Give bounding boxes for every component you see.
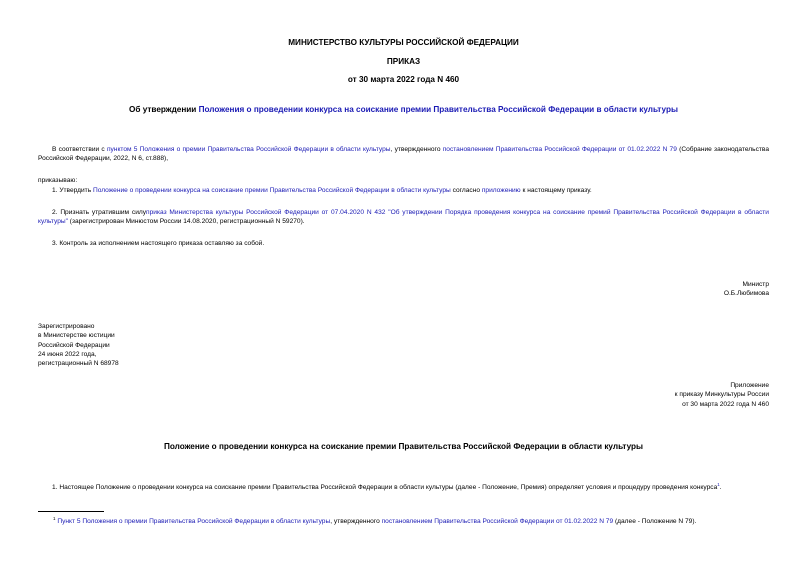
footnote-link-resolution[interactable]: постановлением Правительства Российской Федерации от 01.02.2022 N 79 [381, 518, 614, 526]
order-title [38, 104, 769, 116]
registration-line: 24 июня 2022 года, [38, 351, 97, 359]
item1-text-3: к настоящему приказу. [520, 187, 592, 194]
regulation-p1-text: 1. Настоящее Положение о проведении конкурса на соискание премии Правительства Российской Федерации в области культуры (далее - Положение, Премия) определяет условия и процедуру проведения конкурса [52, 484, 718, 492]
signature-title: Министр [742, 281, 769, 288]
item1-link-regulation[interactable]: Положение о проведении конкурса на соискание премии Правительства Российской Федерации в области культуры [92, 187, 451, 194]
order-title-prefix: Об утверждении [129, 105, 199, 114]
preamble-text-1: В соответствии с [52, 146, 107, 153]
appendix-line: к приказу Минкультуры России [674, 391, 769, 399]
regulation-heading: Положение о проведении конкурса на соискание премии Правительства Российской Федерации в области культуры [163, 442, 644, 451]
regulation-p1-end: . [719, 484, 722, 492]
signature-name: О.Б.Любимова [723, 290, 769, 298]
appendix-line: Приложение [730, 382, 769, 389]
item-2 [38, 208, 769, 227]
footnote-link-point5[interactable]: Пункт 5 Положения о премии Правительства Российской Федерации в области культуры [57, 518, 331, 526]
registration-block [38, 322, 119, 369]
ministry-heading: МИНИСТЕРСТВО КУЛЬТУРЫ РОССИЙСКОЙ ФЕДЕРАЦИИ [288, 38, 519, 47]
item-1 [38, 186, 769, 195]
registration-line: в Министерстве юстиции [38, 332, 115, 340]
preamble-text-3: (Собрание законодательства Российской Федерации, 2022, N 6, ст.888), [38, 146, 769, 163]
preamble-paragraph [38, 145, 769, 164]
registration-line: Российской Федерации [38, 341, 110, 349]
footnote-text-2: (далее - Положение N 79). [613, 518, 697, 526]
item-3: 3. Контроль за исполнением настоящего приказа оставляю за собой. [52, 240, 265, 247]
item1-link-appendix[interactable]: приложению [481, 187, 521, 194]
preamble-text-2: , утвержденного [390, 146, 443, 153]
footnote [53, 516, 769, 527]
footnote-ref-link[interactable]: 1 [717, 482, 720, 487]
item2-text-2: (зарегистрирован Минюстом России 14.08.2020, регистрационный N 59270). [67, 218, 305, 226]
regulation-title-link[interactable]: Положения о проведении конкурса на соискание премии Правительства Российской Федерации в области культуры [198, 105, 678, 114]
preamble-link-point5[interactable]: пунктом 5 Положения о премии Правительства Российской Федерации в области культуры [106, 146, 391, 153]
signature-block [724, 280, 769, 299]
item1-text-2: согласно [450, 187, 482, 194]
item2-text-1: 2. Признать утратившим силу [52, 209, 147, 216]
orders-word: приказываю: [38, 177, 78, 184]
item2-link-order[interactable]: приказ Министерства культуры Российской Федерации от 07.04.2020 N 432 "Об утверждении Порядка проведения конкурса на соискание премий Правительства Российской Федерации в области культуры" [38, 209, 769, 226]
registration-line: Зарегистрировано [38, 323, 95, 330]
regulation-paragraph-1 [38, 482, 769, 493]
order-date-number: от 30 марта 2022 года N 460 [347, 75, 460, 84]
appendix-block [675, 381, 769, 409]
item1-text-1: 1. Утвердить [52, 187, 93, 194]
doc-type-heading: ПРИКАЗ [386, 57, 421, 66]
preamble-link-resolution[interactable]: постановлением Правительства Российской Федерации от 01.02.2022 N 79 [442, 146, 677, 153]
footnote-text-1: , утвержденного [330, 518, 382, 526]
footnote-divider [38, 511, 104, 512]
footnote-mark: 1 [53, 516, 56, 521]
appendix-line: от 30 марта 2022 года N 460 [682, 400, 769, 408]
registration-line: регистрационный N 68978 [38, 360, 119, 368]
